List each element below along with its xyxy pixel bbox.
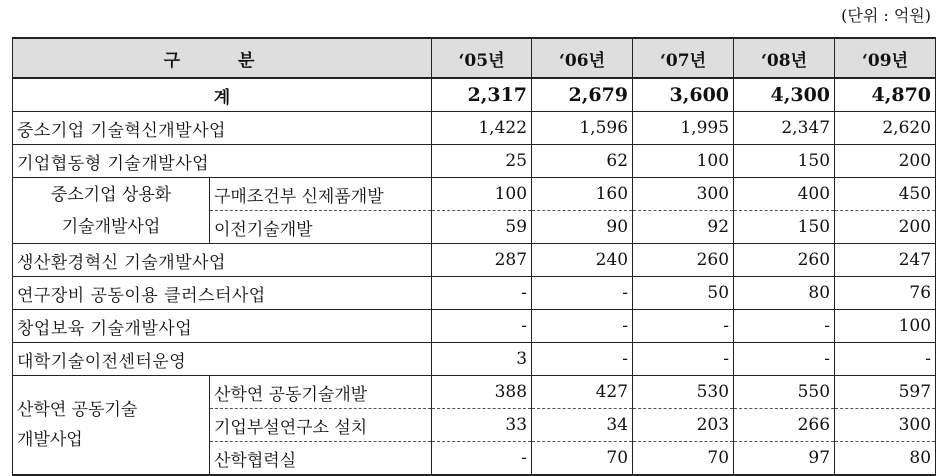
table-row	[13, 277, 936, 310]
row-value: 300	[633, 178, 734, 211]
row-value: 150	[734, 145, 835, 178]
row-value: 100	[432, 178, 532, 211]
unit-note: (단위 : 억원)	[841, 6, 931, 25]
row-label: 창업보육 기술개발사업	[13, 310, 432, 343]
row-value: -	[835, 343, 936, 376]
row-value: 240	[532, 244, 633, 277]
sub-row-label: 구매조건부 신제품개발	[210, 178, 432, 211]
group-label-commercialization	[13, 178, 210, 244]
row-value: 25	[432, 145, 532, 178]
row-value: 266	[734, 409, 835, 442]
row-value: 400	[734, 178, 835, 211]
row-value: -	[633, 310, 734, 343]
header-row	[13, 38, 936, 78]
row-label: 연구장비 공동이용 클러스터사업	[13, 277, 432, 310]
row-value: 260	[734, 244, 835, 277]
row-value: -	[734, 310, 835, 343]
header-year: ‘08년	[734, 38, 835, 78]
row-value: 450	[835, 178, 936, 211]
total-value: 2,679	[532, 78, 633, 112]
row-value: 80	[835, 442, 936, 476]
header-year: ‘05년	[432, 38, 532, 78]
row-value: 3	[432, 343, 532, 376]
row-value: 203	[633, 409, 734, 442]
row-value: 1,995	[633, 112, 734, 145]
total-value: 3,600	[633, 78, 734, 112]
row-value: 287	[432, 244, 532, 277]
row-value: 2,620	[835, 112, 936, 145]
group-label-line: 기술개발사업	[61, 216, 161, 237]
row-value: -	[532, 343, 633, 376]
row-value: 90	[532, 211, 633, 244]
row-value: -	[532, 277, 633, 310]
row-value: 160	[532, 178, 633, 211]
sub-row-label: 산학협력실	[210, 442, 432, 476]
row-value: 76	[835, 277, 936, 310]
header-year: ‘07년	[633, 38, 734, 78]
row-value: -	[432, 310, 532, 343]
row-value: 80	[734, 277, 835, 310]
row-value: 247	[835, 244, 936, 277]
row-label: 생산환경혁신 기술개발사업	[13, 244, 432, 277]
table-row	[13, 244, 936, 277]
row-value: 34	[532, 409, 633, 442]
total-value: 2,317	[432, 78, 532, 112]
table-row	[13, 145, 936, 178]
total-label: 계	[13, 78, 432, 112]
table-row	[13, 310, 936, 343]
header-category: 구 분	[13, 38, 432, 78]
table-row	[13, 112, 936, 145]
row-label: 중소기업 기술혁신개발사업	[13, 112, 432, 145]
row-value: 100	[835, 310, 936, 343]
group-label-industry	[13, 376, 210, 476]
row-value: 92	[633, 211, 734, 244]
row-value: 70	[532, 442, 633, 476]
total-row	[13, 78, 936, 112]
row-value: 33	[432, 409, 532, 442]
row-value: 388	[432, 376, 532, 409]
budget-table	[12, 37, 936, 476]
group-label-line: 개발사업	[17, 430, 83, 450]
row-value: 70	[633, 442, 734, 476]
header-year: ‘09년	[835, 38, 936, 78]
row-value: -	[432, 442, 532, 476]
sub-row-label: 산학연 공동기술개발	[210, 376, 432, 409]
row-value: -	[734, 343, 835, 376]
sub-row-label: 이전기술개발	[210, 211, 432, 244]
row-value: 300	[835, 409, 936, 442]
table-row	[13, 376, 936, 409]
row-value: 530	[633, 376, 734, 409]
row-value: 2,347	[734, 112, 835, 145]
row-value: 150	[734, 211, 835, 244]
row-value: 1,596	[532, 112, 633, 145]
table-row	[13, 178, 936, 211]
row-label: 대학기술이전센터운영	[13, 343, 432, 376]
header-year: ‘06년	[532, 38, 633, 78]
row-value: 597	[835, 376, 936, 409]
total-value: 4,300	[734, 78, 835, 112]
row-value: 50	[633, 277, 734, 310]
row-value: 59	[432, 211, 532, 244]
total-value: 4,870	[835, 78, 936, 112]
row-value: -	[432, 277, 532, 310]
row-value: 62	[532, 145, 633, 178]
table-row	[13, 343, 936, 376]
group-label-line: 중소기업 상용화	[50, 184, 172, 205]
row-value: 200	[835, 211, 936, 244]
group-label-line: 산학연 공동기술	[17, 400, 138, 420]
sub-row-label: 기업부설연구소 설치	[210, 409, 432, 442]
row-label: 기업협동형 기술개발사업	[13, 145, 432, 178]
row-value: 260	[633, 244, 734, 277]
row-value: 97	[734, 442, 835, 476]
row-value: 100	[633, 145, 734, 178]
row-value: 550	[734, 376, 835, 409]
row-value: 1,422	[432, 112, 532, 145]
row-value: -	[633, 343, 734, 376]
row-value: -	[532, 310, 633, 343]
row-value: 200	[835, 145, 936, 178]
row-value: 427	[532, 376, 633, 409]
